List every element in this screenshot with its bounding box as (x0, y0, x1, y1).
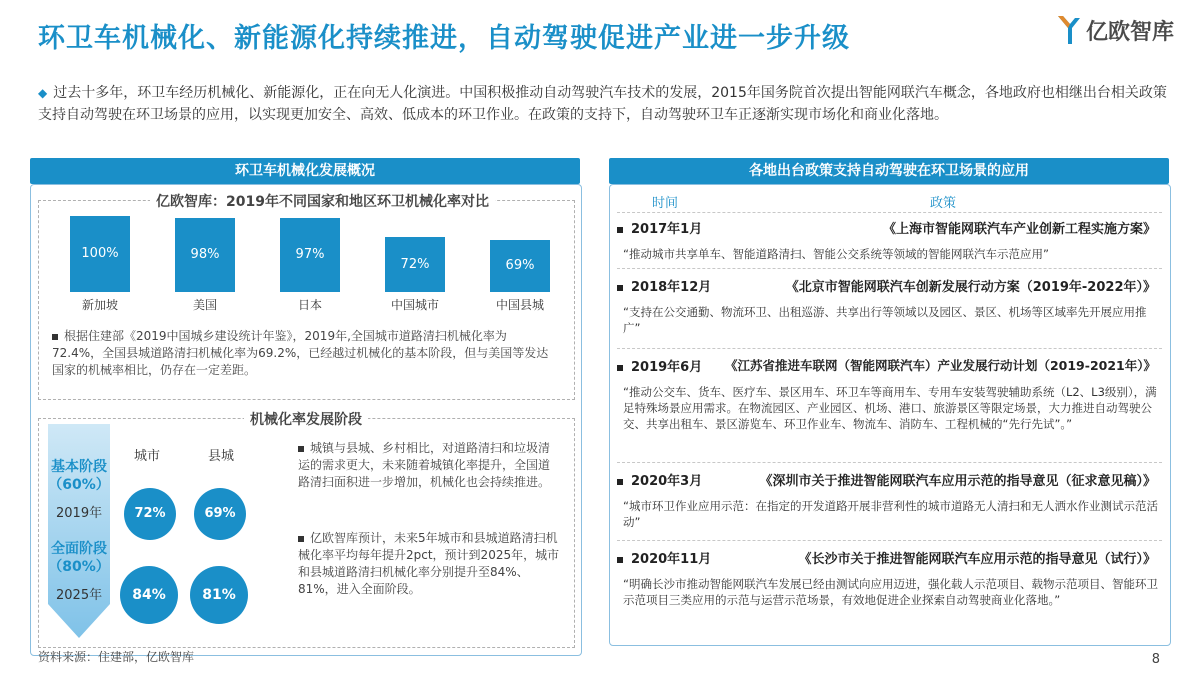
policy-text: “明确长沙市推动智能网联汽车发展已经由测试向应用迈进，强化载人示范项目、载物示范项目、智能环卫示范项目三类应用的示范与运营示范场景，有效地促进企业探索自动驾驶商业化落地。” (623, 577, 1158, 607)
stage-bullet-2 (298, 530, 560, 598)
diamond-bullet-icon: ◆ (38, 86, 48, 100)
bar-category-3: 中国城市 (390, 298, 439, 312)
bar-0 (70, 216, 130, 292)
col-time: 时间 (652, 196, 679, 211)
logo-mark-icon (1056, 14, 1082, 46)
bar-3 (385, 237, 445, 292)
chart-note (52, 328, 552, 379)
square-bullet-icon (617, 285, 623, 291)
policy-divider (617, 348, 1162, 349)
bar-label-1: 98% (190, 246, 220, 262)
intro-paragraph (38, 82, 1168, 126)
logo (1056, 14, 1174, 46)
square-bullet-icon (617, 557, 623, 563)
bar-4 (490, 240, 550, 292)
policy-date: 2020年11月 (617, 548, 711, 567)
policy-divider (617, 268, 1162, 269)
stage-subtitle: 机械化率发展阶段 (244, 409, 368, 429)
square-bullet-icon (298, 536, 304, 542)
chart-subtitle: 亿欧智库：2019年不同国家和地区环卫机械化率对比 (150, 191, 495, 211)
bar-label-4: 69% (505, 257, 535, 273)
bar-category-4: 中国县城 (495, 298, 544, 312)
bar-category-0: 新加坡 (81, 298, 118, 312)
square-bullet-icon (617, 365, 623, 371)
policy-title: 《深圳市关于推进智能网联汽车应用示范的指导意见（征求意见稿）》 (759, 474, 1156, 489)
circle-2025-city: 84% (120, 566, 178, 624)
policy-date: 2018年12月 (617, 276, 711, 295)
circle-2025-county: 81% (190, 566, 248, 624)
policy-date: 2019年6月 (617, 356, 702, 375)
stage-arrow-icon (44, 424, 114, 640)
col-city: 城市 (134, 449, 161, 464)
policy-divider (617, 462, 1162, 463)
bar-label-2: 97% (295, 247, 325, 263)
policy-date: 2020年3月 (617, 470, 702, 489)
policy-title: 《上海市智能网联汽车产业创新工程实施方案》 (882, 222, 1156, 237)
circle-2019-county: 69% (194, 488, 246, 540)
stage-bullet-1-text: 城镇与县城、乡村相比，对道路清扫和垃圾清运的需求更大，未来随着城镇化率提升，全国道路清扫面积进一步增加，机械化也会持续推进。 (298, 441, 551, 489)
circle-2019-city: 72% (124, 488, 176, 540)
bar-chart (70, 210, 550, 310)
year-2019: 2019年 (56, 506, 103, 521)
bar-category-1: 美国 (192, 298, 217, 312)
policy-date: 2017年1月 (617, 218, 702, 237)
bar-category-2: 日本 (297, 298, 322, 312)
page-number: 8 (1151, 652, 1160, 667)
square-bullet-icon (52, 334, 58, 340)
right-panel-header: 各地出台政策支持自动驾驶在环卫场景的应用 (609, 158, 1169, 184)
intro-text: 过去十多年，环卫车经历机械化、新能源化，正在向无人化演进。中国积极推动自动驾驶汽车技术的发展，2015年国务院首次提出智能网联汽车概念，各地政府也相继出台相关政策支持自动驾驶在环卫场景的应用，以实现更加安全、高效、低成本的环卫作业。在政策的支持下，自动驾驶环卫车正逐渐实现市场化和商业化落地。 (38, 85, 1167, 123)
bar-1 (175, 218, 235, 292)
left-panel-header: 环卫车机械化发展概况 (30, 158, 580, 184)
bar-label-3: 72% (400, 256, 430, 272)
chart-note-text: 根据住建部《2019中国城乡建设统计年鉴》，2019年,全国城市道路清扫机械化率为72.4%，全国县城道路清扫机械化率为69.2%，已经越过机械化的基本阶段，但与美国等发达国家的机械率相比，仍存在一定差距。 (52, 329, 549, 377)
stage-bullets (290, 428, 560, 638)
policy-text: “推动公交车、货车、医疗车、景区用车、环卫车等商用车、专用车安装驾驶辅助系统（L2、L3级别），满足特殊场景应用需求。在物流园区、产业园区、机场、港口、旅游景区等限定场景，大力推进自动驾驶公交、共享出租车、景区游览车、环卫作业车、物流车、消防车、工程机械的“先行先试”。” (623, 385, 1157, 431)
policy-text: “城市环卫作业应用示范：在指定的开发道路开展非营利性的城市道路无人清扫和无人洒水作业测试示范活动” (623, 499, 1158, 529)
policy-title: 《长沙市关于推进智能网联汽车应用示范的指导意见（试行）》 (798, 552, 1156, 567)
policy-text: “推动城市共享单车、智能道路清扫、智能公交系统等领域的智能网联汽车示范应用” (623, 247, 1049, 261)
stage-basic-label: 基本阶段（60%） (48, 459, 110, 493)
bar-2 (280, 218, 340, 292)
policy-text: “支持在公交通勤、物流环卫、出租巡游、共享出行等领域以及园区、景区、机场等区域率先开展应用推广” (623, 305, 1147, 335)
policy-divider (617, 540, 1162, 541)
source-note: 资料来源：住建部，亿欧智库 (38, 650, 195, 664)
square-bullet-icon (617, 479, 623, 485)
policy-header-divider (617, 212, 1162, 213)
year-2025: 2025年 (56, 588, 103, 603)
square-bullet-icon (617, 227, 623, 233)
logo-text: 亿欧智库 (1085, 19, 1174, 45)
col-policy: 政策 (930, 196, 957, 211)
policy-title: 《北京市智能网联汽车创新发展行动方案（2019年-2022年）》 (785, 280, 1156, 295)
stage-full-label: 全面阶段（80%） (48, 541, 110, 575)
col-county: 县城 (208, 449, 235, 464)
square-bullet-icon (298, 446, 304, 452)
bar-label-0: 100% (81, 246, 119, 261)
stage-bullet-1 (298, 440, 560, 491)
page-title: 环卫车机械化、新能源化持续推进，自动驾驶促进产业进一步升级 (38, 23, 850, 54)
stage-bullet-2-text: 亿欧智库预计，未来5年城市和县城道路清扫机械化率平均每年提升2pct，预计到2025年，城市和县城道路清扫机械化率分别提升至84%、81%，进入全面阶段。 (298, 531, 560, 596)
policy-title: 《江苏省推进车联网（智能网联汽车）产业发展行动计划（2019-2021年）》 (724, 358, 1156, 373)
